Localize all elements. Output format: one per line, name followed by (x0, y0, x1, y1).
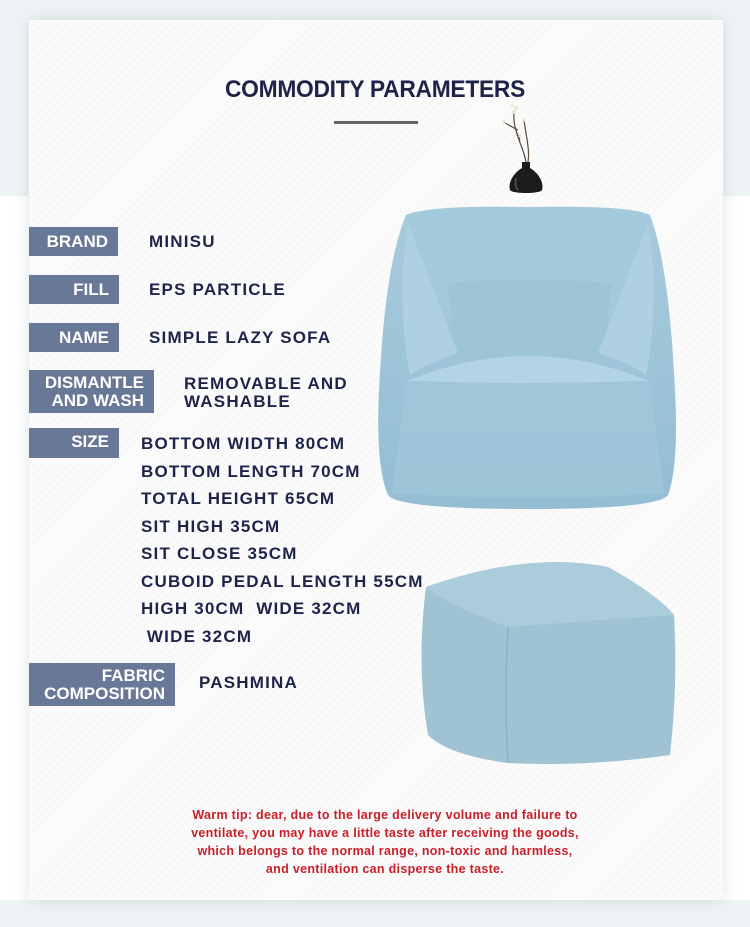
size-value: CUBOID PEDAL LENGTH 55CM (141, 571, 424, 591)
size-value: TOTAL HEIGHT 65CM (141, 489, 336, 508)
warm-tip-line: Warm tip: dear, due to the large delivery volume and failure to (192, 808, 578, 822)
ottoman-image (408, 555, 678, 765)
label-size (29, 428, 119, 458)
value-fabric: PASHMINA (199, 673, 299, 692)
warm-tip-line: and ventilation can disperse the taste. (265, 862, 505, 876)
label-size-text: SIZE (71, 432, 109, 451)
label-fabric-composition (29, 663, 175, 706)
warm-tip-line: ventilate, you may have a little taste after receiving the goods, (191, 826, 579, 840)
size-value: BOTTOM LENGTH 70CM (141, 461, 361, 481)
label-fill (29, 275, 119, 304)
value-fill: EPS PARTICLE (149, 280, 286, 299)
size-value: SIT CLOSE 35CM (141, 544, 298, 563)
size-value: HIGH 30CM WIDE 32CM (141, 599, 362, 618)
size-values-list (141, 435, 424, 655)
vase-image (496, 100, 556, 195)
label-fill-text: FILL (73, 279, 109, 299)
value-dismantle-line2: WASHABLE (184, 392, 291, 411)
size-value: SIT HIGH 35CM (141, 516, 281, 536)
value-dismantle (184, 375, 348, 411)
label-dismantle-line1: DISMANTLE (44, 372, 144, 392)
size-value: WIDE 32CM (141, 626, 253, 646)
label-brand-text: BRAND (46, 231, 108, 251)
value-brand: MINISU (149, 232, 216, 251)
size-value: BOTTOM WIDTH 80CM (141, 434, 346, 453)
page-footer-band (0, 900, 750, 927)
page-title: COMMODITY PARAMETERS (224, 76, 525, 103)
warm-tip-notice (150, 806, 620, 878)
value-dismantle-line1: REMOVABLE AND (184, 374, 348, 393)
value-name: SIMPLE LAZY SOFA (149, 328, 332, 347)
label-name (29, 323, 119, 352)
label-dismantle-line2: AND WASH (51, 390, 144, 410)
label-fabric-line1: FABRIC (101, 665, 165, 685)
label-brand (29, 227, 118, 256)
label-dismantle-and-wash (29, 370, 154, 413)
label-fabric-line2: COMPOSITION (44, 683, 165, 703)
label-name-text: NAME (58, 327, 109, 347)
title-divider (334, 121, 418, 124)
warm-tip-line: which belongs to the normal range, non-toxic and harmless, (197, 844, 573, 858)
